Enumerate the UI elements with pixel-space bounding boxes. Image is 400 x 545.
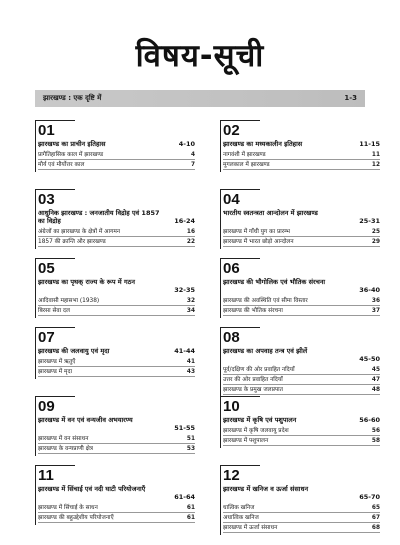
subtopic-title: धात्विक खनिज <box>223 505 255 511</box>
subtopic-item[interactable] <box>223 306 380 316</box>
subtopic-page: 41 <box>186 359 195 365</box>
subtopic-title: झारखण्ड में भारत छोड़ो आन्दोलन <box>223 239 294 245</box>
toc-entry[interactable] <box>220 327 380 397</box>
subtopic-item[interactable] <box>223 503 380 513</box>
subtopic-item[interactable] <box>223 375 380 385</box>
subtopic-item[interactable] <box>38 227 195 237</box>
subtopic-page: 25 <box>371 229 380 235</box>
subtopic-page: 61 <box>186 505 195 511</box>
subtopic-title: आदिवासी महासभा (1938) <box>38 298 100 304</box>
subtopic-page: 58 <box>371 438 380 444</box>
subtopic-page: 68 <box>371 525 380 531</box>
subtopic-page: 36 <box>371 298 380 304</box>
toc-entry[interactable] <box>220 120 380 172</box>
chapter-title[interactable]: झारखण्ड का पृथक् राज्य के रूप में गठन <box>38 278 135 286</box>
subtopic-item[interactable] <box>38 434 195 444</box>
subtopic-item[interactable] <box>38 296 195 306</box>
subtopic-item[interactable] <box>38 160 195 170</box>
chapter-pages: 16-24 <box>174 217 195 225</box>
chapter-pages: 61-64 <box>174 493 195 501</box>
chapter-title[interactable]: आधुनिक झारखण्ड : जनजातीय विद्रोह एवं 1857 का विद्रोह <box>38 209 160 225</box>
subtopic-title: झारखण्ड की बहुउद्देशीय परियोजनाएँ <box>38 515 114 521</box>
subtopic-title: नागवंशी में झारखण्ड <box>223 152 266 158</box>
toc-entry[interactable] <box>35 189 195 249</box>
subtopic-page: 67 <box>371 515 380 521</box>
subtopic-page: 45 <box>371 367 380 373</box>
subtopic-item[interactable] <box>38 444 195 454</box>
subtopic-page: 53 <box>186 446 195 452</box>
subtopic-page: 37 <box>371 308 380 314</box>
subtopic-title: प्रागैतिहासिक काल में झारखण्ड <box>38 152 104 158</box>
subtopic-item[interactable] <box>223 513 380 523</box>
subtopic-page: 47 <box>371 377 380 383</box>
subtopic-title: झारखण्ड में वन संसाधन <box>38 436 89 442</box>
subtopic-title: झारखण्ड के वन्यप्राणी क्षेत्र <box>38 446 93 452</box>
chapter-title[interactable]: झारखण्ड में सिंचाई एवं नदी घाटी परियोजनाएँ <box>38 485 146 493</box>
chapter-pages: 11-15 <box>359 140 380 148</box>
subtopic-title: उत्तर की ओर प्रवाहित नदियाँ <box>223 377 283 383</box>
chapter-pages: 41-44 <box>174 347 195 355</box>
chapter-title[interactable]: भारतीय स्वतन्त्रता आन्दोलन में झारखण्ड <box>223 209 318 217</box>
chapter-number: 07 <box>38 329 55 346</box>
subtopic-page: 34 <box>186 308 195 314</box>
page-title: विषय-सूची <box>135 38 265 74</box>
toc-entry[interactable] <box>220 258 380 318</box>
subtopic-page: 65 <box>371 505 380 511</box>
chapter-title[interactable]: झारखण्ड की जलवायु एवं मृदा <box>38 347 110 355</box>
chapter-number: 09 <box>38 398 55 415</box>
subtopic-page: 56 <box>371 428 380 434</box>
chapter-number: 06 <box>223 260 240 277</box>
subtopic-title: मुगलकाल में झारखण्ड <box>223 162 270 168</box>
subtopic-page: 4 <box>190 152 195 158</box>
subtopic-page: 16 <box>186 229 195 235</box>
chapter-number: 11 <box>38 467 54 484</box>
chapter-number: 01 <box>38 122 55 139</box>
chapter-number: 10 <box>223 398 240 415</box>
subtopic-item[interactable] <box>223 436 380 446</box>
chapter-pages: 32-35 <box>174 286 195 294</box>
subtopic-item[interactable] <box>223 227 380 237</box>
chapter-number: 05 <box>38 260 55 277</box>
subtopic-title: अधात्विक खनिज <box>223 515 259 521</box>
chapter-number: 04 <box>223 191 240 208</box>
subtopic-page: 43 <box>186 369 195 375</box>
chapter-title[interactable]: झारखण्ड की भौगोलिक एवं भौतिक संरचना <box>223 278 326 286</box>
subtopic-page: 51 <box>186 436 195 442</box>
chapter-title[interactable]: झारखण्ड में वन एवं वन्यजीव अभयारण्य <box>38 416 133 424</box>
subtopic-item[interactable] <box>38 513 195 523</box>
subtopic-item[interactable] <box>38 150 195 160</box>
toc-entry[interactable] <box>35 396 195 456</box>
chapter-pages: 51-55 <box>174 424 195 432</box>
subtopic-title: झारखण्ड में कृषि जलवायु प्रदेश <box>223 428 289 434</box>
toc-entry[interactable] <box>220 465 380 535</box>
subtopic-title: झारखण्ड में ऋतुएँ <box>38 359 76 365</box>
chapter-pages: 36-40 <box>359 286 380 294</box>
subtopic-item[interactable] <box>38 367 195 377</box>
toc-entry[interactable] <box>35 327 195 379</box>
subtopic-item[interactable] <box>38 503 195 513</box>
subtopic-title: झारखण्ड में सिंचाई के साधन <box>38 505 98 511</box>
chapter-number: 03 <box>38 191 55 208</box>
chapter-number: 08 <box>223 329 240 346</box>
chapter-title[interactable]: झारखण्ड का प्राचीन इतिहास <box>38 140 106 148</box>
chapter-number: 02 <box>223 122 240 139</box>
subtopic-title: झारखण्ड के प्रमुख जलप्रपात <box>223 387 283 393</box>
overview-label: झारखण्ड : एक दृष्टि में <box>43 94 102 102</box>
overview-bar[interactable] <box>35 90 365 107</box>
toc-entry[interactable] <box>35 120 195 172</box>
subtopic-title: मौर्य एवं मौर्योत्तर काल <box>38 162 85 168</box>
subtopic-title: अंग्रेजों का झारखण्ड के क्षेत्रों में आगमन <box>38 229 121 235</box>
subtopic-page: 11 <box>371 152 380 158</box>
subtopic-title: झारखण्ड में गाँधी युग का प्रारम्भ <box>223 229 290 235</box>
chapter-number: 12 <box>223 467 240 484</box>
toc-entry[interactable] <box>35 258 195 318</box>
chapter-title[interactable]: झारखण्ड का अपवाह तन्त्र एवं झीलें <box>223 347 308 355</box>
chapter-pages: 45-50 <box>359 355 380 363</box>
subtopic-title: झारखण्ड में मृदा <box>38 369 73 375</box>
subtopic-item[interactable] <box>38 237 195 247</box>
chapter-pages: 56-60 <box>359 416 380 424</box>
subtopic-item[interactable] <box>223 150 380 160</box>
subtopic-item[interactable] <box>223 426 380 436</box>
subtopic-item[interactable] <box>223 523 380 533</box>
subtopic-item[interactable] <box>38 357 195 367</box>
subtopic-page: 7 <box>190 162 195 168</box>
subtopic-title: झारखण्ड की अवस्थिति एवं सीमा विस्तार <box>223 298 308 304</box>
chapter-title[interactable]: झारखण्ड में कृषि एवं पशुपालन <box>223 416 297 424</box>
subtopic-page: 12 <box>371 162 380 168</box>
chapter-title[interactable]: झारखण्ड में खनिज व ऊर्जा संसाधन <box>223 485 309 493</box>
chapter-pages: 65-70 <box>359 493 380 501</box>
subtopic-title: बिरसा सेवा दल <box>38 308 70 314</box>
chapter-pages: 25-31 <box>359 217 380 225</box>
subtopic-item[interactable] <box>223 365 380 375</box>
subtopic-page: 48 <box>371 387 380 393</box>
chapter-title[interactable]: झारखण्ड का मध्यकालीन इतिहास <box>223 140 303 148</box>
toc-entry[interactable] <box>35 465 195 525</box>
subtopic-title: झारखण्ड की भौतिक संरचना <box>223 308 283 314</box>
subtopic-page: 29 <box>371 239 380 245</box>
subtopic-title: झारखण्ड में पशुपालन <box>223 438 269 444</box>
subtopic-page: 32 <box>186 298 195 304</box>
subtopic-title: पूर्व/दक्षिण की ओर प्रवाहित नदियाँ <box>223 367 295 373</box>
subtopic-item[interactable] <box>38 306 195 316</box>
subtopic-title: 1857 की क्रान्ति और झारखण्ड <box>38 239 106 245</box>
subtopic-title: झारखण्ड में ऊर्जा संसाधन <box>223 525 278 531</box>
subtopic-item[interactable] <box>223 237 380 247</box>
subtopic-item[interactable] <box>223 160 380 170</box>
toc-entry[interactable] <box>220 396 380 448</box>
toc-entry[interactable] <box>220 189 380 249</box>
subtopic-page: 61 <box>186 515 195 521</box>
overview-pages: 1-3 <box>344 94 357 102</box>
subtopic-page: 22 <box>186 239 195 245</box>
subtopic-item[interactable] <box>223 296 380 306</box>
chapter-pages: 4-10 <box>178 140 195 148</box>
subtopic-item[interactable] <box>223 385 380 395</box>
